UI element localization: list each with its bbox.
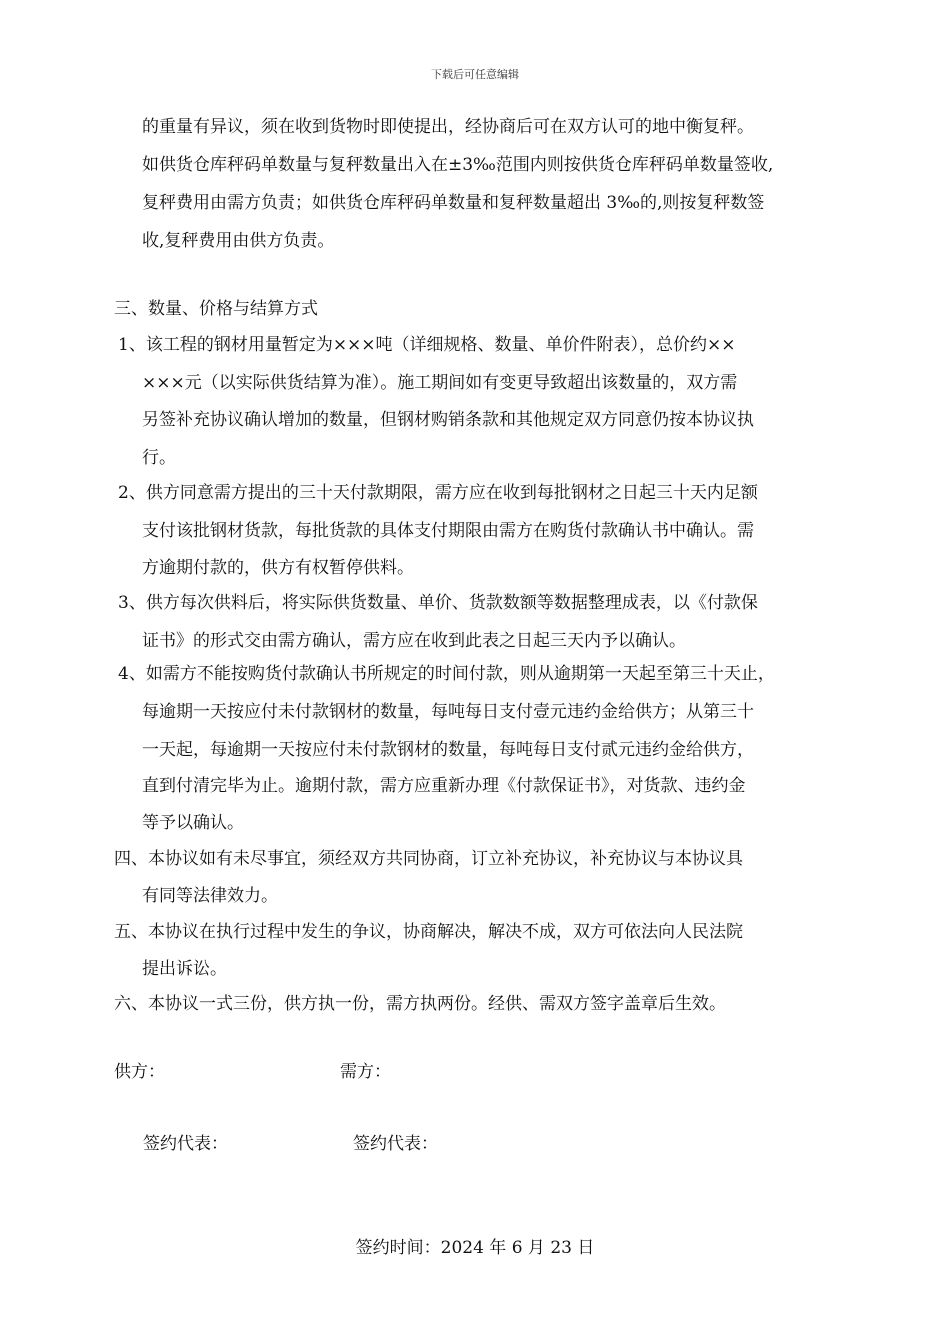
body-line: 复秤费用由需方负责；如供货仓库秤码单数量和复秤数量超出 3‰的,则按复秤数签 bbox=[142, 193, 765, 213]
body-line: 如供货仓库秤码单数量与复秤数量出入在±3‰范围内则按供货仓库秤码单数量签收, bbox=[142, 155, 774, 175]
clause-line: 2、供方同意需方提出的三十天付款期限，需方应在收到每批钢材之日起三十天内足额 bbox=[118, 483, 758, 503]
clause-line: 直到付清完毕为止。逾期付款，需方应重新办理《付款保证书》，对货款、违约金 bbox=[142, 776, 746, 796]
clause-line: 行。 bbox=[142, 448, 176, 468]
clause-line: 证书》的形式交由需方确认，需方应在收到此表之日起三天内予以确认。 bbox=[142, 631, 686, 651]
clause-line: 1、该工程的钢材用量暂定为×××吨（详细规格、数量、单价件附表），总价约×× bbox=[118, 335, 736, 355]
clause-line: 六、本协议一式三份，供方执一份，需方执两份。经供、需双方签字盖章后生效。 bbox=[114, 994, 726, 1014]
sign-date: 签约时间：2024 年 6 月 23 日 bbox=[355, 1238, 595, 1258]
clause-line: 一天起，每逾期一天按应付未付款钢材的数量，每吨每日支付贰元违约金给供方， bbox=[142, 740, 754, 760]
clause-line: 支付该批钢材货款，每批货款的具体支付期限由需方在购货付款确认书中确认。需 bbox=[142, 521, 754, 541]
clause-line: 方逾期付款的，供方有权暂停供料。 bbox=[142, 558, 414, 578]
header-note: 下载后可任意编辑 bbox=[431, 68, 519, 81]
clause-line: 4、如需方不能按购货付款确认书所规定的时间付款，则从逾期第一天起至第三十天止， bbox=[118, 664, 775, 684]
body-line: 收,复秤费用由供方负责。 bbox=[142, 231, 335, 251]
supplier-label: 供方： bbox=[114, 1062, 165, 1082]
clause-line: 四、本协议如有未尽事宜，须经双方共同协商，订立补充协议，补充协议与本协议具 bbox=[114, 849, 743, 869]
buyer-label: 需方： bbox=[340, 1062, 391, 1082]
supplier-rep-label: 签约代表： bbox=[143, 1134, 228, 1154]
body-line: 的重量有异议，须在收到货物时即使提出，经协商后可在双方认可的地中衡复秤。 bbox=[142, 117, 754, 137]
clause-line: 五、本协议在执行过程中发生的争议，协商解决，解决不成，双方可依法向人民法院 bbox=[114, 922, 743, 942]
clause-line: 等予以确认。 bbox=[142, 813, 244, 833]
clause-line: 3、供方每次供料后，将实际供货数量、单价、货款数额等数据整理成表，以《付款保 bbox=[118, 593, 758, 613]
clause-line: 提出诉讼。 bbox=[142, 959, 227, 979]
clause-line: 每逾期一天按应付未付款钢材的数量，每吨每日支付壹元违约金给供方；从第三十 bbox=[142, 702, 754, 722]
clause-line: 有同等法律效力。 bbox=[142, 886, 278, 906]
buyer-rep-label: 签约代表： bbox=[353, 1134, 438, 1154]
clause-line: 另签补充协议确认增加的数量，但钢材购销条款和其他规定双方同意仍按本协议执 bbox=[142, 410, 754, 430]
section-heading: 三、数量、价格与结算方式 bbox=[114, 299, 318, 319]
clause-line: ×××元（以实际供货结算为准）。施工期间如有变更导致超出该数量的，双方需 bbox=[142, 373, 738, 393]
